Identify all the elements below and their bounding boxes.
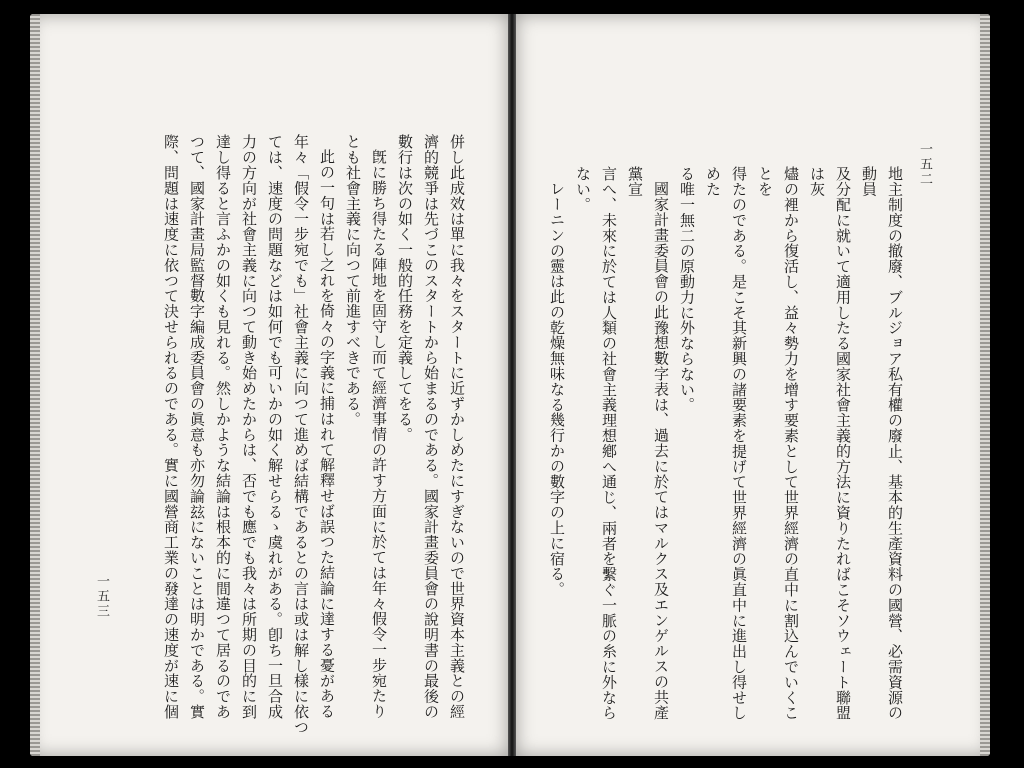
text-line: 國家計畫委員會の此豫想數字表は、過去に於てはマルクス及エンゲルスの共產黨宣 <box>626 166 670 720</box>
right-page-text <box>548 166 908 726</box>
book-gutter <box>508 14 516 756</box>
page-number: 一五二 <box>917 142 932 187</box>
text-line: 併し此成效は單に我々をスタートに近ずかしめたにすぎないので世界資本主義との經 <box>448 134 466 720</box>
text-line: 得たのである。是こそ其新興の諸要素を提げて世界經濟の眞直中に進出し得せしめた <box>704 166 748 721</box>
right-page <box>516 14 990 756</box>
text-line: つて、國家計畫局監督數字編成委員會の眞意も亦勿論玆にないことは明かである。實 <box>188 134 206 720</box>
text-line: 年々「假令一步宛でも」社會主義に向つて進めば結構であるとの言は或は解し樣に依つ <box>292 134 310 735</box>
text-line: ては、速度の問題などは如何でも可いかの如く解せらるゝ虞れがある。卽ち一旦合成 <box>266 134 284 720</box>
text-line: とも社會主義に向つて前進すべきである。 <box>344 134 362 427</box>
page-number: 一五三 <box>94 574 109 619</box>
text-line: 及分配に就いて適用したる國家社會主義的方法に資りたればこそソウェート聯盟は灰 <box>808 166 852 721</box>
text-line: 濟的競爭は先づこのスタートから始まるのである。國家計畫委員會の說明書の最後の <box>422 134 440 720</box>
text-line: レーニンの靈は此の乾燥無味なる幾行かの數字の上に宿る。 <box>548 181 566 597</box>
text-line: 數行は次の如く一般的任務を定義してをる。 <box>396 134 414 442</box>
text-line: 旣に勝ち得たる陣地を固守し而て經濟事情の許す方面に於ては年々假令一步宛たり <box>370 149 388 719</box>
left-page-text <box>50 134 470 739</box>
text-line: 言へ、未來に於ては人類の社會主義理想鄕へ通じ、兩者を繫ぐ一脈の糸に外ならない。 <box>574 166 618 721</box>
text-line: 此の一句は若し之れを倚々の字義に捕はれて解釋せば誤つた結論に達する憂がある <box>318 149 336 719</box>
text-line: 達し得ると言ふかの如くも見れる。然しかような結論は根本的に間違つて居るのであ <box>214 134 232 720</box>
text-line: 力の方向が社會主義に向つて動き始めたからは、否でも應でも我々は所期の目的に到 <box>240 134 258 720</box>
text-line: る唯一無二の原動力に外ならない。 <box>678 166 696 413</box>
page-edge <box>980 14 990 756</box>
page-edge <box>30 14 40 756</box>
text-line: 燼の裡から復活し、益々勢力を增す要素として世界經濟の直中に割込んでいくことを <box>756 166 800 721</box>
left-page <box>30 14 508 756</box>
text-line: 際、問題は速度に依つて決せられるのである。實に國營商工業の發達の速度が速に個 <box>162 134 180 720</box>
text-line: 地主制度の撤廢、ブルジョア私有權の廢止、基本的生產資料の國營、必需資源の動員 <box>860 166 904 721</box>
